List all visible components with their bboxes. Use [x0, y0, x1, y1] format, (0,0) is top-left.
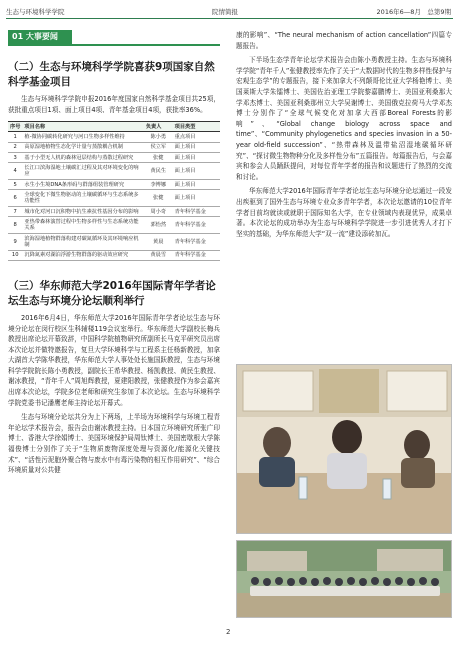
right-paragraph: 下半场生态学青年论坛学术报告会由陈小勇教授主持。生态与环境科学学院“青年千人”张健教授率先作了关于“大数据时代的生物多样性保护与宏观生态学”的专题报告，接下来加拿大不列颠哥伦比亚大学杨艳博士、美国莱斯大学朱镭博士、美国佐治亚理工学院黎嘉鹏博士、美国亚利桑那大学邓杰博士、美国亚利桑那州立大学吴谢博士、美国俄克拉荷马大学邓杰博士分别作了“全球气候变化对加拿大西部Boreal Forests的影响”、“Global change biology across space and time”、“Community phylogenetics and species invasion in a 50-year old-field succession”、“热带森林及温带盐沼湿地碳循环研究”、“探讨微生物物种分化及多样性分布”五篇报告。每篇报告后，与会嘉宾和参会人员踊跃提问，对每位青年学者的报告和议题进行了热烈的交流和讨论。	[236, 56, 452, 181]
section-rule	[8, 44, 220, 46]
page-header	[0, 0, 459, 22]
project-type: 面上项目	[173, 142, 220, 152]
project-name: 长江口滨海湿地土壤碳汇过程及其对环境变化的响应	[22, 163, 143, 180]
project-leader: 侯立军	[144, 142, 173, 152]
left-column	[8, 48, 220, 476]
row-number: 3	[8, 152, 22, 162]
table-row	[8, 217, 220, 234]
header-school: 生态与环境科学学院	[6, 8, 65, 16]
project-type: 青年科学基金	[173, 233, 220, 250]
table-body	[8, 132, 220, 261]
project-leader: 黄晨雪	[144, 250, 173, 260]
project-name: 全球变化下微生物驱动的土壤碳循环与生态系统多功能性	[22, 190, 143, 207]
table-row	[8, 132, 220, 142]
table-row	[8, 152, 220, 162]
article2-paragraph: 2016年6月4日，华东师范大学2016年国际青年学者论坛生态与环境分论坛在闵行校区生科辅楼119会议室举行。华东师范大学副校长梅兵教授出席论坛开幕致辞，中国科学院植物研究所副所长马克平研究员出席本次论坛并做特邀报告，复旦大学环境科学与工程系主任杨新教授，加拿大湖首大学陈华教授，华东师范大学人事处处长施国跃教授，生态与环境科学学院院长陈小勇教授，副院长王希华教授、杨凯教授、黄民生教授、谢冰教授，“青年千人”周旭辉教授，夏建阳教授，张健教授作为参会嘉宾出席本次论坛，学院多位老师和研究生参加了本次论坛。生态与环境科学学院党委书记潘鹰老师主持论坛开幕式。	[8, 313, 220, 407]
project-name: 水生小生境DNA条形码与群落组装管理研究	[22, 179, 143, 189]
right-column	[236, 26, 452, 239]
table-row	[8, 190, 220, 207]
project-name: 沉降氮素对湖泊浮游生物群落的驱动效应研究	[22, 250, 143, 260]
row-number: 5	[8, 179, 22, 189]
article2-title: （三）华东师范大学2016年国际青年学者论坛生态与环境分论坛顺利举行	[8, 279, 216, 307]
article1-paragraph: 生态与环境科学学院申报2016年度国家自然科学基金项目共25项，获批重点项目1项、面上项目4项、青年基金项目4项，获批率36%。	[8, 95, 220, 114]
project-type: 面上项目	[173, 179, 220, 189]
table-header: 项目名称	[22, 122, 143, 132]
section-label: 01 大事要闻	[8, 30, 72, 44]
project-type: 重点项目	[173, 132, 220, 142]
row-number: 4	[8, 163, 22, 180]
row-number: 1	[8, 132, 22, 142]
project-type: 面上项目	[173, 190, 220, 207]
meeting-illustration	[237, 365, 452, 534]
row-number: 2	[8, 142, 22, 152]
table-row	[8, 233, 220, 250]
project-table	[8, 121, 220, 261]
row-number: 10	[8, 250, 22, 260]
table-header-row	[8, 122, 220, 132]
project-name: 高原湿地植物生态化学计量与蒸散耦合机制	[22, 142, 143, 152]
forum-meeting-photo	[236, 364, 452, 534]
project-type: 面上项目	[173, 163, 220, 180]
article1-title: （二）生态与环境科学学院喜获9项国家自然科学基金项目	[8, 61, 215, 88]
project-type: 青年科学基金	[173, 250, 220, 260]
project-name: 基于小型无人机的森林冠层结构与蒸散过程研究	[22, 152, 143, 162]
right-paragraph: 康的影响”、“The neural mechanism of action cancellation”四篇专题报告。	[236, 31, 452, 50]
table-row	[8, 206, 220, 216]
header-rule	[6, 18, 453, 19]
table-header: 项目类型	[173, 122, 220, 132]
project-leader: 陈小勇	[144, 132, 173, 142]
project-leader: 郭怡然	[144, 217, 173, 234]
project-name: 城市化对河口沉积物中抗生素抗性基因分布的影响	[22, 206, 143, 216]
project-name: 植-微协同碳转化研究与河口生物多样性维持	[22, 132, 143, 142]
project-type: 青年科学基金	[173, 217, 220, 234]
table-row	[8, 163, 220, 180]
project-leader: 周小奇	[144, 206, 173, 216]
project-leader: 李博娜	[144, 179, 173, 189]
table-row	[8, 250, 220, 260]
table-header: 负责人	[144, 122, 173, 132]
project-type: 面上项目	[173, 152, 220, 162]
article2-paragraph: 生态与环境分论坛共分为上下两场，上半场为环境科学与环境工程青年论坛学术报告会，报告会由谢冰教授主持。日本国立环境研究所张广印博士、香港大学徐娟博士、美国环境保护局周钛博士、美国密歇根大学陈福俊博士分别作了关于“生物质废物深度处理与资源化/能源化关键技术”、“活性污泥胞外聚合物与废水中有毒污染物的相互作用研究”、“综合环境质量对公共健	[8, 413, 220, 475]
table-header: 序号	[8, 122, 22, 132]
project-name: 亚热带森林演替过程中生物多样性与生态系统功能关系	[22, 217, 143, 234]
header-publication: 院情简报	[212, 8, 238, 16]
project-leader: 黄晨	[144, 233, 173, 250]
row-number: 9	[8, 233, 22, 250]
row-number: 6	[8, 190, 22, 207]
page-number: 2	[226, 628, 231, 636]
project-leader: 张健	[144, 152, 173, 162]
row-number: 7	[8, 206, 22, 216]
right-paragraph: 华东师范大学2016年国际青年学者论坛生态与环境分论坛通过一段发出疾驱到了国外生态与环境专业众多青年学者，本次论坛邀请的10位青年学者目前均就读或就职于国际知名大学，在专业领域内表现优异，成果卓著。本次论坛的成功举办为生态与环境科学学院进一步引进优秀人才打下坚实的基础，为华东师范大学“双一流”建设添砖加瓦。	[236, 187, 452, 238]
header-issue: 2016年6—8月 总第9期	[376, 8, 451, 16]
group-photo	[236, 540, 452, 618]
table-row	[8, 179, 220, 189]
project-leader: 张健	[144, 190, 173, 207]
project-type: 青年科学基金	[173, 206, 220, 216]
project-leader: 黄民生	[144, 163, 173, 180]
row-number: 8	[8, 217, 22, 234]
table-row	[8, 142, 220, 152]
group-illustration	[237, 541, 452, 618]
project-name: 滨海湿地植物群落构建对碳氮循环及其环境响应机制	[22, 233, 143, 250]
